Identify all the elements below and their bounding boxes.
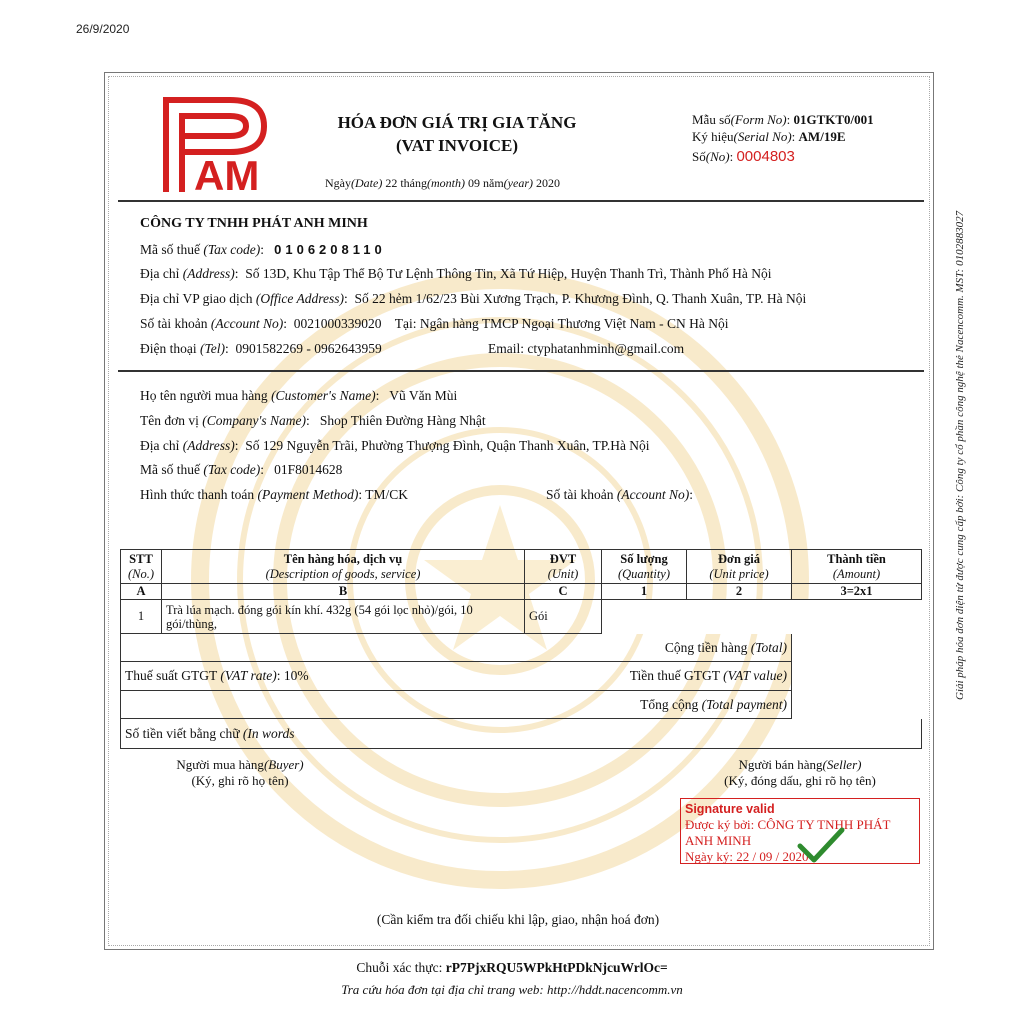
divider	[118, 370, 924, 372]
invoice-number: Số(No): 0004803	[692, 148, 795, 165]
code-cell: 1	[602, 584, 687, 600]
total-value	[792, 691, 922, 719]
lookup-url: Tra cứu hóa đơn tại địa chỉ trang web: http://hddt.nacencomm.vn	[341, 982, 683, 997]
col-stt: STT (No.)	[121, 550, 162, 584]
col-unit-price: Đơn giá (Unit price)	[687, 550, 792, 584]
buyer-signature-block: Người mua hàng(Buyer) (Ký, ghi rõ họ tên)	[176, 757, 304, 788]
verification-note: (Cần kiểm tra đối chiếu khi lập, giao, nhận hoá đơn)	[376, 912, 660, 927]
print-date: 26/9/2020	[76, 22, 130, 36]
table-row	[121, 600, 922, 634]
vat-rate: Thuế suất GTGT (VAT rate): 10%	[125, 668, 309, 683]
seller-signature-block: Người bán hàng(Seller) (Ký, đóng dấu, ghi rõ họ tên)	[724, 757, 876, 788]
signed-by: Được ký bởi: CÔNG TY TNHH PHÁT ANH MINH	[685, 817, 891, 848]
form-number: Mẫu số(Form No): 01GTKT0/001	[692, 112, 874, 127]
subtotal-row	[121, 634, 922, 662]
provider-side-text: Giải pháp hóa đơn điện tử được cung cấp bởi: Công ty cổ phần công nghệ thẻ Nacencomm. MST: 0102883027	[954, 210, 966, 700]
buyer-company: Tên đơn vị (Company's Name): Shop Thiên Đường Hàng Nhật	[140, 413, 486, 428]
code-cell: 2	[687, 584, 792, 600]
col-unit: ĐVT (Unit)	[525, 550, 602, 584]
buyer-account: Số tài khoản (Account No):	[546, 487, 693, 502]
vat-row	[121, 662, 922, 691]
seller-address: Địa chỉ (Address): Số 13D, Khu Tập Thể Bộ Tư Lệnh Thông Tin, Xã Tứ Hiệp, Huyện Thanh Trì, Thành Phố Hà Nội	[140, 266, 772, 281]
total-label: Tổng cộng (Total payment)	[121, 691, 792, 719]
row-quantity	[602, 600, 687, 634]
subtotal-label: Cộng tiền hàng (Total)	[121, 634, 792, 662]
in-words-row	[121, 719, 922, 749]
seller-name: CÔNG TY TNHH PHÁT ANH MINH	[140, 216, 368, 231]
invoice-date: Ngày(Date) 22 tháng(month) 09 năm(year) 2020	[325, 176, 560, 190]
code-cell: B	[162, 584, 525, 600]
invoice-title: HÓA ĐƠN GIÁ TRỊ GIA TĂNG	[337, 113, 577, 132]
seller-office-address: Địa chỉ VP giao dịch (Office Address): Số 22 hẻm 1/62/23 Bùi Xương Trạch, P. Khương Đình, Q. Thanh Xuân, TP. Hà Nội	[140, 291, 807, 306]
table-header-row	[121, 550, 922, 584]
row-amount	[792, 600, 922, 634]
col-quantity: Số lượng (Quantity)	[602, 550, 687, 584]
seller-email: Email: ctyphatanhminh@gmail.com	[488, 341, 685, 356]
verification-code: Chuỗi xác thực: rP7PjxRQU5WPkHtPDkNjcuWrlOc=	[356, 960, 668, 975]
items-table	[120, 549, 922, 749]
vat-value-label: Tiền thuế GTGT (VAT value)	[629, 668, 787, 683]
buyer-tax-code: Mã số thuế (Tax code): 01F8014628	[140, 462, 343, 477]
invoice-subtitle: (VAT INVOICE)	[396, 136, 518, 155]
buyer-payment-method: Hình thức thanh toán (Payment Method): TM/CK	[140, 487, 409, 502]
vat-cell	[121, 662, 792, 691]
company-logo	[160, 96, 270, 196]
in-words-label: Số tiền viết bằng chữ (In words	[121, 719, 922, 749]
table-code-row	[121, 584, 922, 600]
seller-phone: Điện thoại (Tel): 0901582269 - 0962643959	[140, 341, 382, 356]
divider	[118, 200, 924, 202]
subtotal-value	[792, 634, 922, 662]
checkmark-icon	[796, 826, 846, 866]
code-cell: 3=2x1	[792, 584, 922, 600]
code-cell: C	[525, 584, 602, 600]
col-amount: Thành tiền (Amount)	[792, 550, 922, 584]
vat-value	[792, 662, 922, 691]
svg-text:AM: AM	[194, 152, 260, 196]
row-stt: 1	[121, 600, 162, 634]
signature-valid-title: Signature valid	[685, 802, 775, 816]
buyer-name: Họ tên người mua hàng (Customer's Name): Vũ Văn Mùi	[140, 388, 458, 403]
seller-account: Số tài khoản (Account No): 0021000339020 Tại: Ngân hàng TMCP Ngoại Thương Việt Nam - CN Hà Nội	[140, 316, 729, 331]
col-description: Tên hàng hóa, dịch vụ (Description of goods, service)	[162, 550, 525, 584]
serial-number: Ký hiệu(Serial No): AM/19E	[692, 129, 846, 144]
row-description: Trà lúa mạch. đóng gói kín khí. 432g (54 gói lọc nhỏ)/gói, 10 gói/thùng,	[162, 600, 525, 634]
row-unit: Gói	[525, 600, 602, 634]
total-row	[121, 691, 922, 719]
signed-date: Ngày ký: 22 / 09 / 2020	[685, 849, 809, 864]
seller-tax-code: Mã số thuế (Tax code): 0106208110	[140, 242, 386, 257]
row-unit-price	[687, 600, 792, 634]
code-cell: A	[121, 584, 162, 600]
buyer-address: Địa chỉ (Address): Số 129 Nguyễn Trãi, Phường Thượng Đình, Quận Thanh Xuân, TP.Hà Nội	[140, 438, 650, 453]
